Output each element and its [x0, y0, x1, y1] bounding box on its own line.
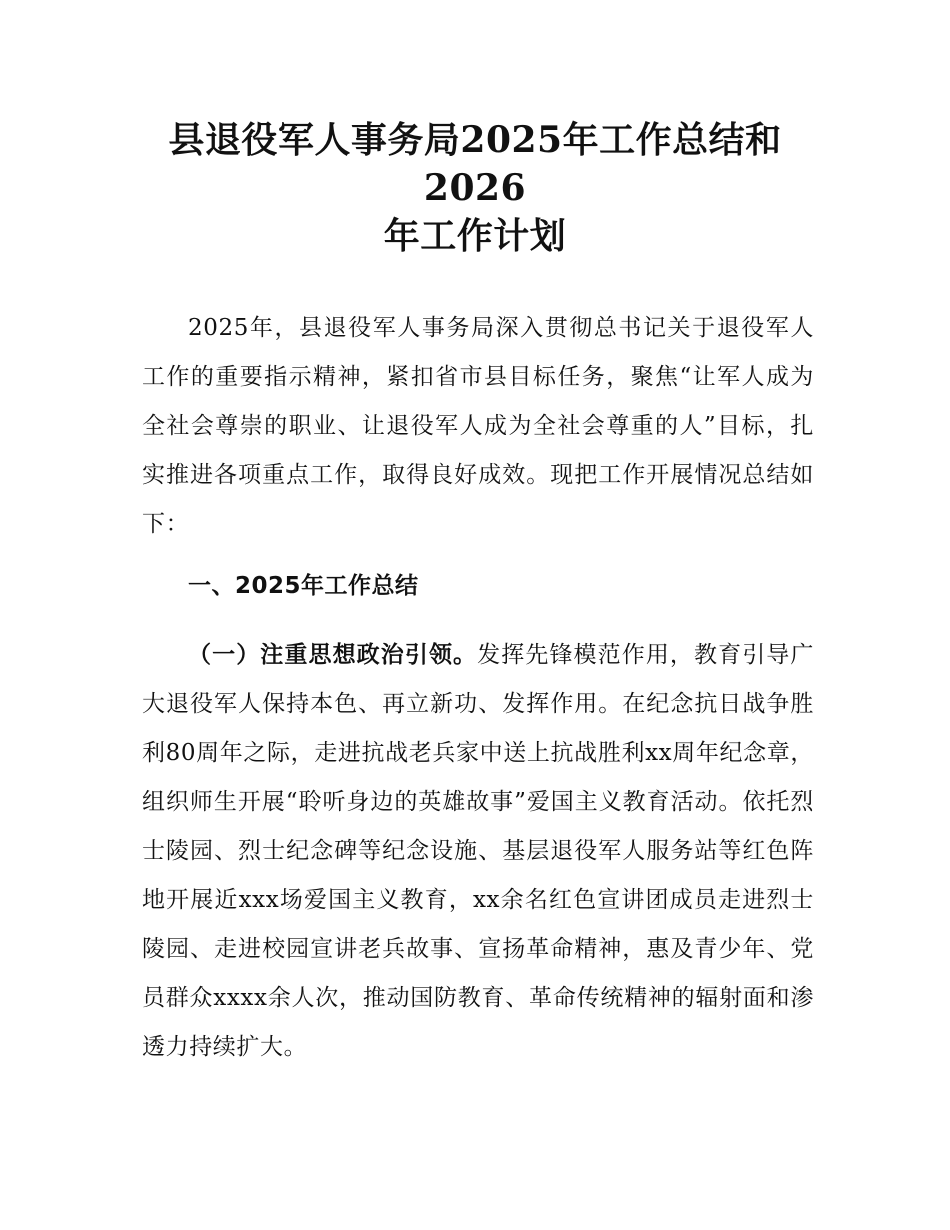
- intro-paragraph: 2025年，县退役军人事务局深入贯彻总书记关于退役军人工作的重要指示精神，紧扣省市县目标任务，聚焦“让军人成为全社会尊崇的职业、让退役军人成为全社会尊重的人”目标，扎实推进各项重点工作，取得良好成效。现把工作开展情况总结如下：: [142, 315, 814, 537]
- title-line-2: 年工作计划: [383, 215, 567, 257]
- page-title: [120, 116, 830, 260]
- section-heading: 一、2025年工作总结: [188, 573, 419, 599]
- subsection-body: 发挥先锋模范作用，教育引导广大退役军人保持本色、再立新功、发挥作用。在纪念抗日战争胜利80周年之际，走进抗战老兵家中送上抗战胜利xx周年纪念章，组织师生开展“聆听身边的英雄故事”爱国主义教育活动。依托烈士陵园、烈士纪念碑等纪念设施、基层退役军人服务站等红色阵地开展近xxx场爱国主义教育，xx余名红色宣讲团成员走进烈士陵园、走进校园宣讲老兵故事、宣扬革命精神，惠及青少年、党员群众xxxx余人次，推动国防教育、革命传统精神的辐射面和渗透力持续扩大。: [142, 642, 814, 1060]
- subsection-paragraph: [142, 631, 814, 1072]
- title-line-1: 县退役军人事务局2025年工作总结和2026: [168, 119, 782, 209]
- subsection-heading: （一）注重思想政治引领。: [188, 642, 478, 668]
